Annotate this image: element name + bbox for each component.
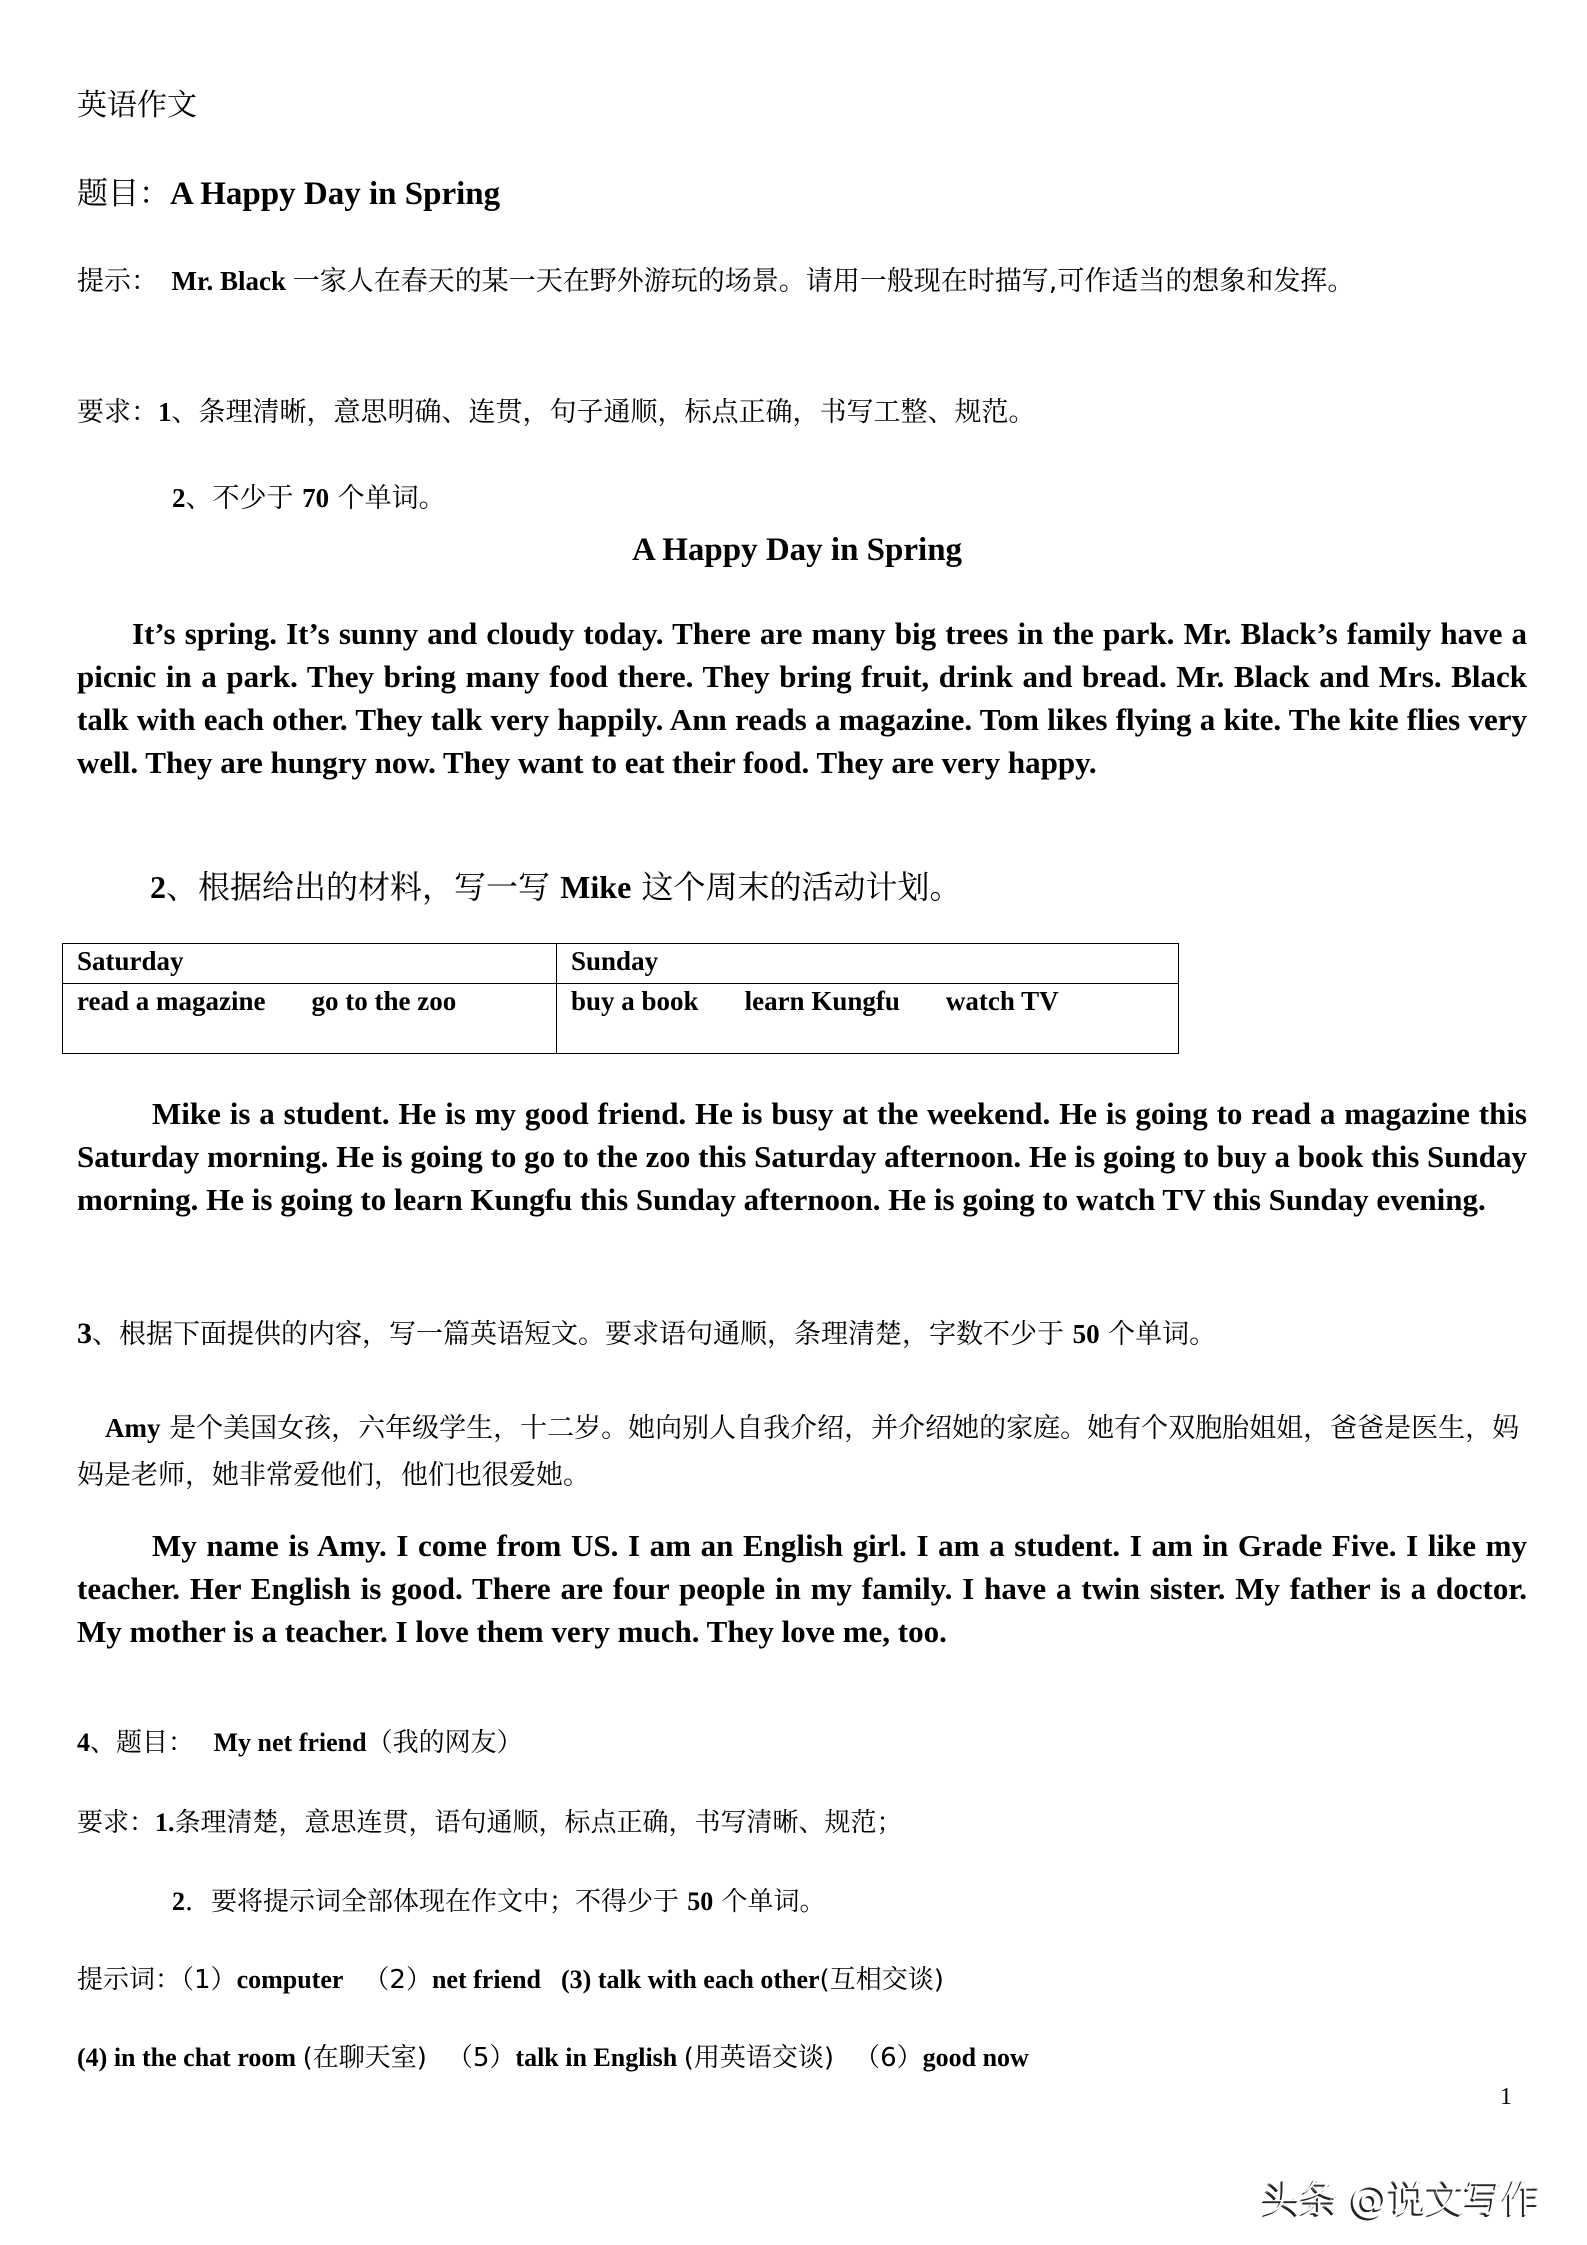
requirement-number: 1.: [155, 1808, 175, 1837]
requirement-2: [172, 476, 446, 515]
keyword-number: （2）: [363, 1965, 432, 1995]
hint-text: 一家人在春天的某一天在野外游玩的场景。请用一般现在时描写,可作适当的想象和发挥。: [292, 266, 1355, 297]
keyword: in the chat room: [113, 2043, 303, 2072]
requirement-number: 2: [172, 1887, 185, 1916]
requirement-text: ．要将提示词全部体现在作文中；不得少于: [185, 1887, 688, 1917]
requirement-text: 、条理清晰，意思明确、连贯，句子通顺，标点正确，书写工整、规范。: [171, 397, 1036, 428]
task-text: 这个周末的活动计划。: [631, 868, 962, 906]
table-row: [63, 984, 1179, 1054]
topic-label: 题目：: [77, 176, 170, 212]
essay-spring: It’s spring. It’s sunny and cloudy today. There are many big trees in the park. Mr. Black’s family have a picnic in a park. They bring many food there. They bring fruit, drink and bread. Mr. Black and Mrs. Black talk with each other. They talk very happily. Ann reads a magazine. Tom likes flying a kite. The kite flies very well. They are hungry now. They want to eat their food. They are very happy.: [77, 616, 1527, 780]
task-3-material: [77, 1405, 1527, 1499]
material-text: 是个美国女孩，六年级学生，十二岁。她向别人自我介绍，并介绍她的家庭。她有个双胞胎姐姐，爸爸是医生，妈妈是老师，她非常爱他们，他们也很爱她。: [77, 1413, 1520, 1491]
saturday-activities: [63, 984, 557, 1054]
essay-title: A Happy Day in Spring: [631, 532, 963, 568]
task-number: 3: [77, 1317, 92, 1350]
keyword-number: （6）: [854, 2043, 923, 2073]
activity: go to the zoo: [311, 986, 457, 1016]
word-count: 50: [1072, 1319, 1100, 1349]
header-saturday: Saturday: [63, 944, 557, 984]
keyword-number: （5）: [446, 2043, 516, 2073]
keyword: net friend: [431, 1965, 542, 1994]
keyword-number: （1）: [181, 1965, 237, 1995]
hint-label: 提示：: [77, 266, 158, 297]
activity: watch TV: [945, 986, 1059, 1016]
task-text: 、根据下面提供的内容，写一篇英语短文。要求语句通顺，条理清楚，字数不少于: [92, 1319, 1073, 1350]
hint-name: Mr. Black: [171, 266, 286, 296]
topic-title: My net friend: [213, 1728, 367, 1757]
keywords-line-1: [77, 1959, 944, 1996]
requirement-1: [77, 390, 1036, 429]
essay-mike: Mike is a student. He is my good friend. He is busy at the weekend. He is going to read a magazine this Saturday morning. He is going to go to the zoo this Saturday afternoon. He is going to buy a book this Sunday morning. He is going to learn Kungfu this Sunday afternoon. He is going to watch TV this Sunday evening.: [77, 1096, 1527, 1217]
requirement-label: 要求：: [77, 1808, 156, 1838]
keywords-line-2: [77, 2037, 1029, 2074]
sunday-activities: [557, 984, 1179, 1054]
document-heading: 英语作文: [77, 88, 197, 123]
material-name: Amy: [105, 1413, 161, 1443]
keyword-translation: (在聊天室): [302, 2043, 427, 2073]
task-text: 个单词。: [1099, 1319, 1217, 1350]
keyword: talk in English: [515, 2043, 684, 2072]
task-number: 4: [77, 1728, 90, 1757]
essay-amy: My name is Amy. I come from US. I am an English girl. I am a student. I am in Grade Five. I like my teacher. Her English is good. There are four people in my family. I have a twin sister. My father is a doctor. My mother is a teacher. I love them very much. They love me, too.: [77, 1528, 1527, 1649]
topic-translation: （我的网友）: [366, 1728, 523, 1758]
task-2-prompt: [150, 862, 961, 908]
task-4-requirement-1: [77, 1802, 903, 1839]
task-text: 、根据给出的材料，写一写: [166, 868, 561, 906]
keywords-label: 提示词：: [77, 1965, 182, 1995]
header-sunday: Sunday: [557, 944, 1179, 984]
keyword-translation: (用英语交谈): [683, 2043, 835, 2073]
activity: learn Kungfu: [744, 986, 900, 1016]
keyword-translation: (互相交谈): [819, 1965, 944, 1995]
word-count: 70: [302, 483, 330, 513]
requirement-text: 条理清楚，意思连贯，语句通顺，标点正确，书写清晰、规范；: [174, 1808, 903, 1838]
requirement-text: 个单词。: [713, 1887, 826, 1917]
requirement-number: 2: [172, 483, 186, 513]
task-4-topic: [77, 1722, 523, 1759]
activity: buy a book: [571, 986, 699, 1016]
keyword: good now: [922, 2043, 1029, 2072]
weekend-plan-table: [62, 943, 1179, 1054]
keyword: talk with each other: [597, 1965, 820, 1994]
keyword: computer: [236, 1965, 344, 1994]
topic-title: A Happy Day in Spring: [170, 176, 501, 212]
requirement-label: 要求：: [77, 397, 158, 428]
page-number: 1: [1500, 2084, 1512, 2110]
task-3-prompt: [77, 1312, 1216, 1351]
task-4-requirement-2: [172, 1881, 826, 1918]
topic-label: 、题目：: [90, 1728, 195, 1758]
keyword-number: (3): [561, 1965, 598, 1994]
requirement-number: 1: [158, 397, 172, 427]
task-name: Mike: [560, 869, 632, 905]
activity: read a magazine: [77, 986, 266, 1016]
keyword-number: (4): [77, 2043, 114, 2072]
hint-paragraph: [77, 258, 1527, 305]
watermark: 头条 @说文写作: [1262, 2177, 1541, 2221]
task-number: 2: [150, 869, 166, 905]
word-count: 50: [687, 1887, 714, 1916]
requirement-text: 、不少于: [185, 483, 303, 514]
topic-line: [77, 168, 500, 213]
table-header-row: [63, 944, 1179, 984]
requirement-text: 个单词。: [329, 483, 446, 514]
